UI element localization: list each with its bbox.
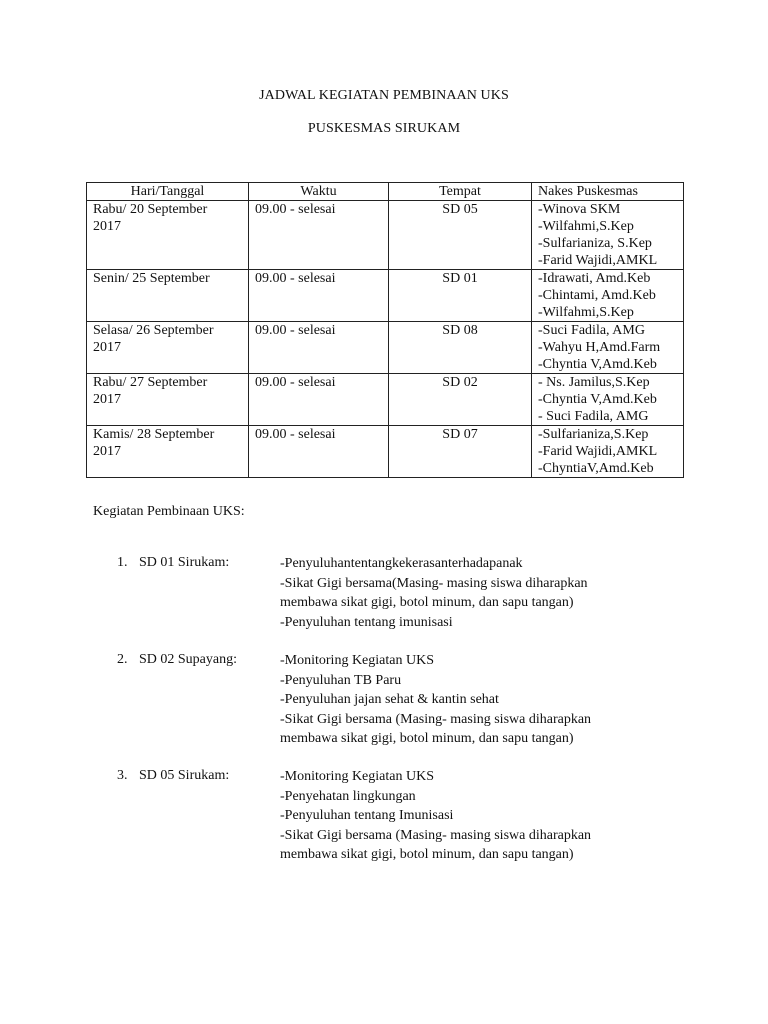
activity-line: -Penyuluhan TB Paru (280, 672, 402, 688)
header-staff: Nakes Puskesmas (532, 183, 684, 201)
activity-line: -Monitoring Kegiatan UKS (280, 653, 434, 668)
cell-time: 09.00 - selesai (249, 374, 389, 426)
activity-number: 2. (117, 652, 128, 667)
cell-place: SD 05 (389, 201, 532, 270)
staff-line: -Sulfarianiza,S.Kep (538, 427, 649, 442)
cell-place: SD 08 (389, 322, 532, 374)
day-line: 2017 (93, 392, 121, 407)
day-line: 2017 (93, 444, 121, 459)
staff-line: -ChyntiaV,Amd.Keb (538, 461, 654, 476)
staff-line: -Wilfahmi,S.Kep (538, 305, 634, 320)
staff-line: -Wilfahmi,S.Kep (538, 219, 634, 234)
staff-line: -Chintami, Amd.Keb (538, 288, 656, 303)
activity-number: 1. (117, 555, 128, 570)
cell-day-date (87, 374, 249, 426)
activity-line: -Penyehatan lingkungan (280, 788, 416, 804)
cell-place: SD 07 (389, 426, 532, 478)
day-line: 2017 (93, 219, 121, 234)
section-heading: Kegiatan Pembinaan UKS: (93, 504, 245, 519)
cell-staff (532, 426, 684, 478)
day-line: 2017 (93, 340, 121, 355)
table-row (87, 426, 684, 478)
cell-day-date (87, 270, 249, 322)
activity-line: -Penyuluhan tentang Imunisasi (280, 808, 454, 823)
staff-line: -Suci Fadila, AMG (538, 323, 645, 338)
day-line: Senin/ 25 September (93, 271, 210, 286)
header-place: Tempat (389, 183, 532, 201)
activity-number: 3. (117, 768, 128, 783)
activity-line: -Penyuluhan tentang imunisasi (280, 614, 453, 630)
activity-line: membawa sikat gigi, botol minum, dan sapu tangan) (280, 731, 574, 746)
cell-staff (532, 374, 684, 426)
cell-day-date (87, 426, 249, 478)
activity-list (280, 651, 680, 749)
day-line: Kamis/ 28 September (93, 427, 215, 442)
cell-time: 09.00 - selesai (249, 426, 389, 478)
activity-line: membawa sikat gigi, botol minum, dan sapu tangan) (280, 847, 574, 862)
cell-staff (532, 322, 684, 374)
activity-line: -Penyuluhan jajan sehat & kantin sehat (280, 692, 499, 707)
schedule-table (86, 182, 684, 478)
document-title: JADWAL KEGIATAN PEMBINAAN UKS (259, 88, 509, 103)
day-line: Rabu/ 27 September (93, 375, 208, 390)
activity-school: SD 02 Supayang: (139, 652, 237, 667)
table-header-row (87, 183, 684, 201)
header-time: Waktu (249, 183, 389, 201)
staff-line: -Sulfarianiza, S.Kep (538, 236, 652, 251)
table-row (87, 201, 684, 270)
staff-line: -Farid Wajidi,AMKL (538, 253, 658, 268)
activity-line: -Sikat Gigi bersama (Masing- masing siswa diharapkan (280, 711, 592, 727)
cell-time: 09.00 - selesai (249, 322, 389, 374)
table-row (87, 322, 684, 374)
cell-place: SD 01 (389, 270, 532, 322)
activity-line: membawa sikat gigi, botol minum, dan sapu tangan) (280, 595, 574, 610)
table-row (87, 270, 684, 322)
table-row (87, 374, 684, 426)
staff-line: -Winova SKM (538, 202, 621, 217)
cell-day-date (87, 201, 249, 270)
activity-list (280, 767, 680, 865)
activity-school: SD 01 Sirukam: (139, 555, 230, 570)
cell-day-date (87, 322, 249, 374)
cell-place: SD 02 (389, 374, 532, 426)
staff-line: -Chyntia V,Amd.Keb (538, 392, 657, 407)
day-line: Rabu/ 20 September (93, 202, 208, 217)
activity-list (280, 554, 680, 632)
activity-line: -Monitoring Kegiatan UKS (280, 769, 434, 784)
activity-line: -Sikat Gigi bersama(Masing- masing siswa diharapkan (280, 575, 588, 591)
cell-staff (532, 270, 684, 322)
staff-line: - Suci Fadila, AMG (538, 409, 649, 424)
cell-time: 09.00 - selesai (249, 201, 389, 270)
staff-line: -Idrawati, Amd.Keb (538, 271, 651, 286)
document-subtitle: PUSKESMAS SIRUKAM (307, 121, 461, 136)
cell-time: 09.00 - selesai (249, 270, 389, 322)
staff-line: -Chyntia V,Amd.Keb (538, 357, 657, 372)
cell-staff (532, 201, 684, 270)
activity-school: SD 05 Sirukam: (139, 768, 230, 783)
staff-line: -Farid Wajidi,AMKL (538, 444, 658, 459)
activity-line: -Sikat Gigi bersama (Masing- masing siswa diharapkan (280, 827, 592, 843)
header-day-date: Hari/Tanggal (87, 183, 249, 201)
staff-line: - Ns. Jamilus,S.Kep (538, 375, 650, 390)
staff-line: -Wahyu H,Amd.Farm (538, 340, 661, 355)
activity-line: -Penyuluhantentangkekerasanterhadapanak (280, 556, 523, 571)
day-line: Selasa/ 26 September (93, 323, 214, 338)
